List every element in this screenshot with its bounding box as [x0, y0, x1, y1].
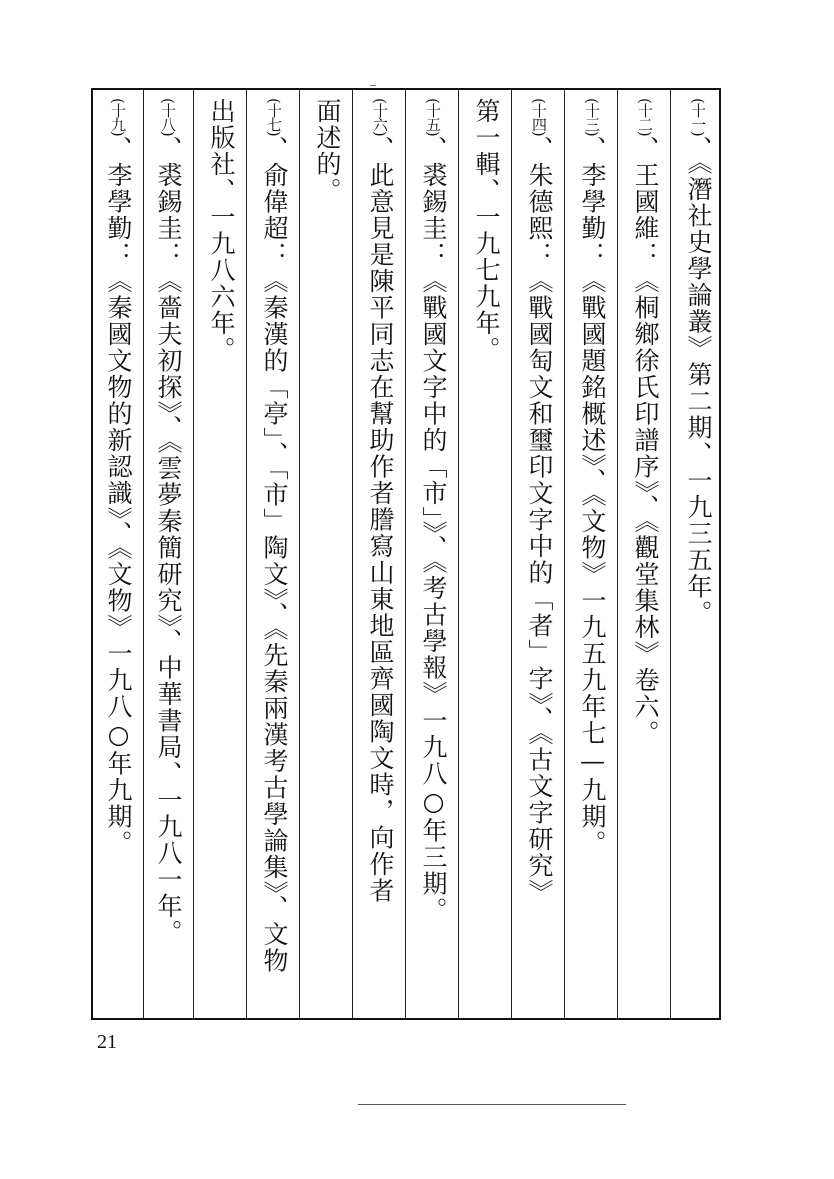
note-column-17: [247, 90, 299, 1018]
page-frame: [91, 88, 721, 1020]
note-text: 、此意見是陳平同志在幫助作者謄寫山東地區齊國陶文時，向作者: [366, 135, 395, 905]
note-number: (十四): [530, 98, 548, 136]
note-text: 第一輯、一九七九年。: [472, 98, 501, 363]
column-rule: [617, 90, 618, 1018]
note-text: 出版社、一九八六年。: [207, 98, 236, 363]
column-rule: [511, 90, 512, 1018]
column-rule: [564, 90, 565, 1018]
note-number: (十二): [636, 98, 654, 136]
note-number: (十八): [159, 98, 177, 136]
column-rule: [143, 90, 144, 1018]
page-number: 21: [97, 1031, 117, 1053]
note-column-15: [406, 90, 458, 1018]
note-number: (十五): [424, 98, 442, 136]
top-tick-mark: [370, 85, 376, 86]
note-column-18: [144, 90, 193, 1018]
column-rule: [405, 90, 406, 1018]
note-number: (十九): [109, 98, 127, 136]
column-rule: [299, 90, 300, 1018]
column-rule: [246, 90, 247, 1018]
note-column-16: [353, 90, 405, 1018]
note-column-13: [565, 90, 617, 1018]
note-column-19: [93, 90, 143, 1018]
note-text: 、王國維：《桐鄉徐氏印譜序》、《觀堂集林》卷六。: [631, 135, 660, 747]
note-text: 、俞偉超：《秦漢的「亭」、「市」陶文》、《先秦兩漢考古學論集》、文物: [260, 135, 289, 975]
note-number: (十六): [371, 98, 389, 136]
note-text: 、李學勤：《秦國文物的新認識》、《文物》一九八○年九期。: [104, 135, 133, 857]
note-column-16-cont: [300, 90, 352, 1018]
note-column-12: [618, 90, 670, 1018]
note-column-14-cont: [459, 90, 511, 1018]
bottom-rule: [358, 1104, 626, 1105]
column-rule: [670, 90, 671, 1018]
note-column-11: [671, 90, 723, 1018]
note-text: 、裘錫圭：《戰國文字中的「市」》、《考古學報》一九八○年三期。: [419, 135, 448, 924]
note-text: 、李學勤：《戰國題銘概述》、《文物》一九五九年七—九期。: [578, 135, 607, 857]
column-rule: [193, 90, 194, 1018]
note-text: 、裘錫圭：《嗇夫初探》、《雲夢秦簡研究》、中華書局、一九八一年。: [154, 135, 183, 947]
note-text: 、朱德熙：《戰國匋文和璽印文字中的「者」字》、《古文字研究》: [525, 135, 554, 906]
column-rule: [458, 90, 459, 1018]
column-rule: [352, 90, 353, 1018]
note-number: (十七): [265, 98, 283, 136]
note-text: 面述的。: [313, 98, 342, 204]
note-number: (十一): [689, 98, 707, 136]
note-column-14: [512, 90, 564, 1018]
note-column-17-cont: [194, 90, 246, 1018]
note-text: 、《潛社史學論叢》第二期、一九三五年。: [684, 135, 713, 627]
note-number: (十三): [583, 98, 601, 136]
